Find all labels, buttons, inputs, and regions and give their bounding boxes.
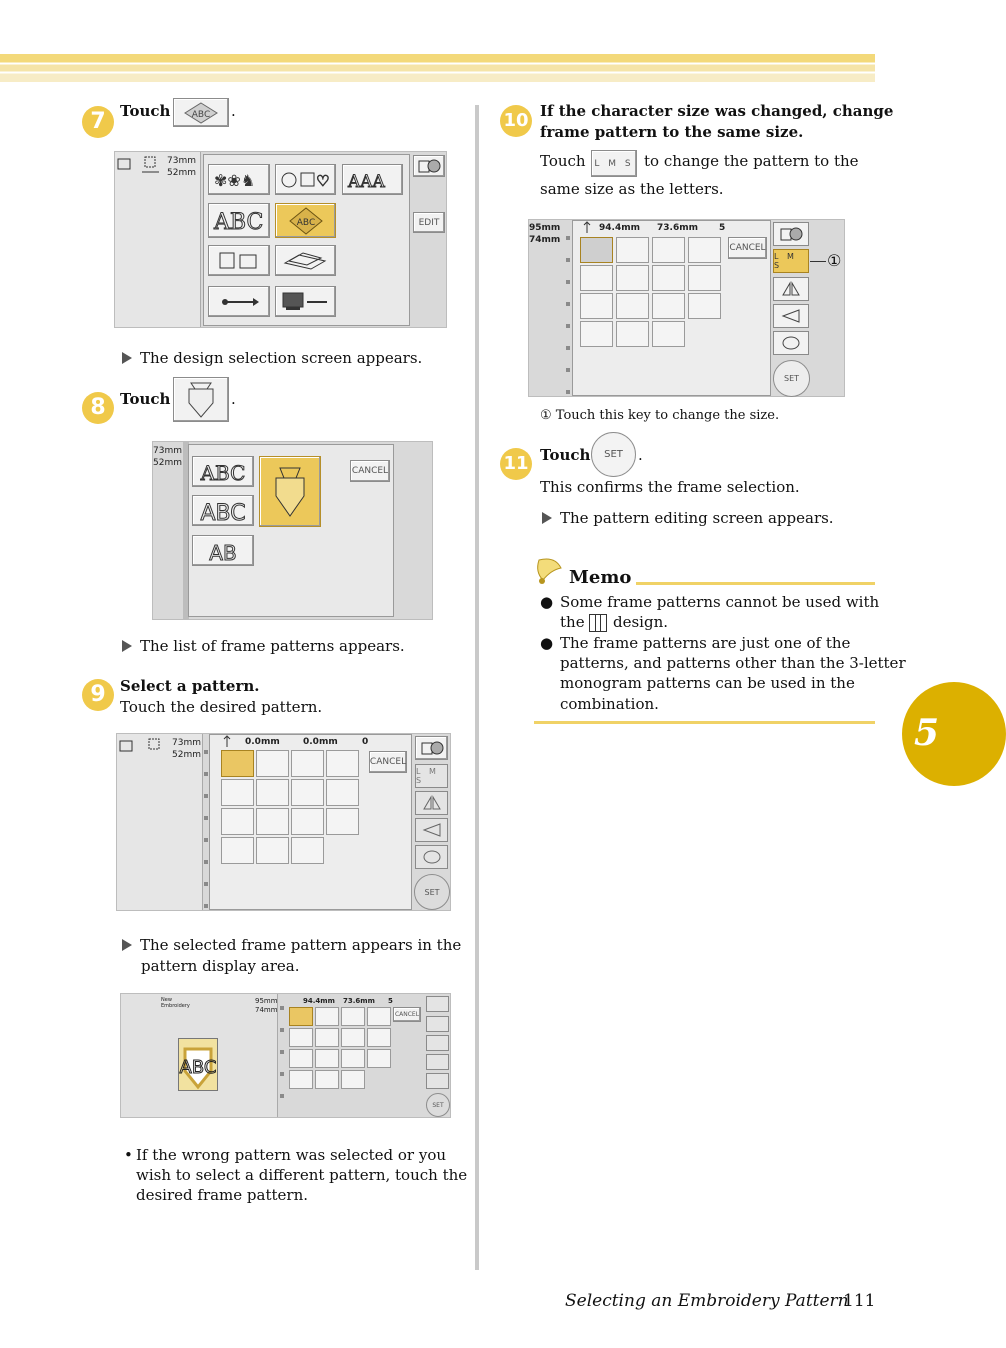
frame-preview (178, 1038, 218, 1091)
frame-cell[interactable] (289, 1049, 313, 1068)
frame-cell[interactable] (688, 265, 721, 291)
frame-cell[interactable] (256, 750, 289, 777)
rotate-button[interactable] (415, 818, 448, 842)
frame-cell[interactable] (367, 1049, 391, 1068)
period: . (638, 446, 643, 464)
frame-cell[interactable] (315, 1028, 339, 1047)
svg-text:ABC: ABC (214, 209, 264, 235)
frame-pattern-screen (116, 733, 451, 911)
mirror-icon (422, 795, 442, 811)
memo-bullet: ● (540, 634, 554, 652)
column-divider (475, 105, 479, 1270)
size-width: 73mm (167, 156, 196, 166)
frame-cell[interactable] (326, 750, 359, 777)
mini-width: 95mm (255, 997, 278, 1005)
frame-size-icon (119, 737, 169, 759)
shield-frame-selected[interactable] (259, 456, 321, 527)
pattern-category-button[interactable] (208, 164, 270, 195)
size-width: 95mm (529, 223, 561, 233)
frame-cell[interactable] (341, 1049, 365, 1068)
frame-cell[interactable] (688, 237, 721, 263)
help-button[interactable] (415, 736, 448, 760)
frame-cell[interactable] (256, 837, 289, 864)
size-height: 52mm (153, 458, 182, 468)
pattern-display-screen (120, 993, 451, 1118)
size-lms-button[interactable]: L M S (415, 764, 448, 788)
mini-count: 5 (388, 997, 393, 1005)
frame-cell[interactable] (341, 1007, 365, 1026)
step-number: 11 (500, 448, 532, 480)
cancel-button[interactable]: CANCEL (350, 460, 390, 482)
memo-bottom-rule (534, 721, 875, 724)
memo-bell-icon (533, 556, 565, 586)
set-button[interactable]: SET (591, 432, 636, 477)
rotate-icon (422, 822, 442, 838)
monogram-preview-icon (179, 1039, 217, 1090)
width-value: 0.0mm (303, 737, 338, 747)
step-touch-label: Touch (120, 390, 171, 408)
result-text: The selected frame pattern appears in the (122, 935, 461, 955)
frame-cell[interactable] (652, 321, 685, 347)
preview-icon (422, 849, 442, 865)
step-title-cont: frame pattern to the same size. (540, 123, 804, 141)
frame-cell[interactable] (221, 779, 254, 806)
memo-line: monogram patterns can be used in the (560, 674, 855, 692)
monogram-frame-button[interactable] (173, 98, 229, 127)
frame-size-icon (117, 155, 161, 177)
svg-text:♡: ♡ (315, 171, 329, 190)
size-lms-button-highlighted[interactable]: L M S (773, 249, 809, 273)
shield-icon (183, 381, 219, 419)
step-number: 10 (500, 105, 532, 137)
chapter-number: 5 (914, 712, 940, 754)
frame-cell[interactable] (291, 808, 324, 835)
step-touch-label: Touch (120, 102, 171, 120)
memo-line: combination. (560, 695, 659, 713)
size-height: 74mm (529, 235, 561, 245)
svg-text:AB: AB (209, 540, 237, 565)
svg-text:ABC: ABC (191, 109, 211, 120)
svg-text:ABC: ABC (179, 1057, 217, 1078)
frame-cell[interactable] (221, 837, 254, 864)
mini-width-value: 73.6mm (343, 997, 375, 1005)
shapes-category-button[interactable] (275, 164, 336, 195)
size-height: 52mm (172, 750, 201, 760)
monogram-abc-icon (200, 459, 246, 485)
memo-line: the (560, 613, 585, 631)
frame-cell[interactable] (580, 265, 613, 291)
step-number: 7 (82, 106, 114, 138)
step-touch-label: Touch (540, 152, 586, 170)
frame-cell[interactable] (256, 808, 289, 835)
memo-title-rule (636, 582, 875, 585)
set-button[interactable]: SET (773, 360, 810, 397)
frame-cell[interactable] (291, 750, 324, 777)
size-lms-button[interactable]: L M S (591, 150, 637, 177)
alphabet-button[interactable] (208, 203, 270, 238)
frame-cell[interactable] (291, 779, 324, 806)
usb-icon (219, 294, 259, 310)
page-number: 111 (843, 1291, 876, 1311)
mini-help-button[interactable] (426, 996, 449, 1012)
mirror-button[interactable] (415, 791, 448, 815)
callout-caption: ① Touch this key to change the size. (540, 408, 780, 423)
frame-cell[interactable] (616, 293, 649, 319)
monogram-diamond-icon (184, 102, 218, 124)
svg-text:ABC: ABC (296, 217, 315, 228)
computer-icon (279, 290, 333, 314)
header-band (0, 54, 875, 82)
monogram-abc-icon (200, 498, 246, 526)
color-count: 5 (719, 223, 726, 233)
frame-cell[interactable] (291, 837, 324, 864)
frame-cell[interactable] (341, 1070, 365, 1089)
frame-cell[interactable] (326, 779, 359, 806)
monogram-style-2[interactable] (192, 495, 254, 526)
step-body-cont: same size as the letters. (540, 180, 724, 198)
frame-cell[interactable] (289, 1028, 313, 1047)
frame-cell[interactable] (580, 321, 613, 347)
frame-cell[interactable] (315, 1007, 339, 1026)
monogram-style-1[interactable] (192, 456, 254, 487)
height-icon (221, 736, 233, 748)
svg-text:AAA: AAA (347, 171, 385, 192)
cancel-button[interactable]: CANCEL (369, 751, 407, 773)
monogram-frame-button-selected[interactable] (275, 203, 336, 238)
result-text: The pattern editing screen appears. (542, 508, 834, 528)
computer-usb-button[interactable] (275, 286, 336, 317)
period: . (231, 390, 236, 408)
frame-cell[interactable] (652, 293, 685, 319)
shapes-icon (279, 169, 333, 191)
frame-size-screen (528, 219, 845, 397)
frame-cell[interactable] (221, 750, 254, 777)
frame-cell[interactable] (256, 779, 289, 806)
cancel-button[interactable]: CANCEL (728, 237, 767, 259)
monogram-diamond-icon (289, 207, 323, 235)
edit-button[interactable]: EDIT (413, 212, 445, 233)
step-body: Touch the desired pattern. (120, 698, 323, 716)
frame-cell[interactable] (616, 321, 649, 347)
result-text: The design selection screen appears. (122, 348, 422, 368)
result-text: The list of frame patterns appears. (122, 636, 405, 656)
step-title: Select a pattern. (120, 677, 260, 695)
width-value: 73.6mm (657, 223, 698, 233)
frame-cell[interactable] (616, 237, 649, 263)
frame-cell[interactable] (580, 293, 613, 319)
callout-marker: ① (827, 251, 842, 270)
memo-title: Memo (569, 567, 632, 588)
height-value: 94.4mm (599, 223, 640, 233)
frame-cell[interactable] (652, 265, 685, 291)
letters-icon (346, 169, 400, 191)
memo-bullet: ● (540, 593, 554, 611)
frame-cell[interactable] (652, 237, 685, 263)
confirm-text: This confirms the frame selection. (540, 478, 800, 496)
frame-cell[interactable] (580, 237, 613, 263)
note-bullet: • (124, 1146, 133, 1164)
frame-cell[interactable] (367, 1028, 391, 1047)
usb-button[interactable] (208, 286, 270, 317)
note-line: desired frame pattern. (136, 1186, 309, 1204)
view-button[interactable] (773, 331, 809, 355)
callout-line (810, 261, 826, 262)
step-title: If the character size was changed, change (540, 102, 894, 120)
frame-cell[interactable] (616, 265, 649, 291)
step-number: 8 (82, 392, 114, 424)
mini-set-button[interactable]: SET (426, 1093, 450, 1117)
mini-mirror-button[interactable] (426, 1035, 449, 1051)
shield-icon (268, 464, 312, 520)
help-icon (420, 740, 444, 756)
color-count: 0 (362, 737, 369, 747)
frame-cell[interactable] (315, 1049, 339, 1068)
butterfly-icon (212, 169, 266, 191)
footer-title: Selecting an Embroidery Pattern (565, 1291, 849, 1311)
mini-height-value: 94.4mm (303, 997, 335, 1005)
rotate-icon (781, 308, 801, 324)
result-text-cont: pattern display area. (141, 957, 300, 975)
mini-new-embroidery: New Embroidery (161, 997, 190, 1009)
mini-rotate-button[interactable] (426, 1054, 449, 1070)
sewing-machine-icon (212, 249, 266, 273)
design-selection-screen (114, 151, 447, 328)
monogram-ab-icon (203, 538, 243, 564)
svg-text:ABC: ABC (200, 460, 246, 485)
three-column-icon (589, 614, 607, 632)
mini-height: 74mm (255, 1006, 278, 1014)
size-width: 73mm (172, 738, 201, 748)
letters-category-button[interactable] (342, 164, 403, 195)
memory-icon (279, 249, 333, 273)
mirror-button[interactable] (773, 277, 809, 301)
help-button[interactable] (413, 155, 445, 177)
memo-line: The frame patterns are just one of the (560, 634, 851, 652)
help-button[interactable] (773, 222, 809, 246)
step-number: 9 (82, 679, 114, 711)
note-line: If the wrong pattern was selected or you (136, 1146, 447, 1164)
mini-view-button[interactable] (426, 1073, 449, 1089)
set-button[interactable]: SET (414, 874, 450, 910)
sewing-button[interactable] (208, 245, 270, 276)
frame-cell[interactable] (221, 808, 254, 835)
mini-cancel-button[interactable]: CANCEL (393, 1007, 421, 1022)
memo-line: patterns, and patterns other than the 3-letter (560, 654, 906, 672)
abc-icon (212, 207, 266, 235)
note-line: wish to select a different pattern, touch the (136, 1166, 468, 1184)
svg-text:✾❀♞: ✾❀♞ (214, 170, 256, 190)
frame-cell[interactable] (289, 1007, 313, 1026)
saved-designs-button[interactable] (275, 245, 336, 276)
frame-cell[interactable] (326, 808, 359, 835)
frame-cell[interactable] (367, 1007, 391, 1026)
shield-frame-button[interactable] (173, 377, 229, 422)
size-height: 52mm (167, 168, 196, 178)
step-body: to change the pattern to the (644, 152, 859, 170)
height-value: 0.0mm (245, 737, 280, 747)
rotate-button[interactable] (773, 304, 809, 328)
frame-cell[interactable] (688, 293, 721, 319)
memo-line: Some frame patterns cannot be used with (560, 593, 880, 611)
step-touch-label: Touch (540, 446, 591, 464)
memo-line: design. (613, 613, 669, 631)
monogram-style-3[interactable] (192, 535, 254, 566)
period: . (231, 102, 236, 120)
frame-cell[interactable] (341, 1028, 365, 1047)
height-icon (581, 222, 593, 234)
size-width: 73mm (153, 446, 182, 456)
frame-list-screen (152, 441, 433, 620)
frame-cell[interactable] (289, 1070, 313, 1089)
help-icon (417, 158, 441, 174)
view-button[interactable] (415, 845, 448, 869)
mini-lms-button[interactable] (426, 1016, 449, 1032)
preview-icon (781, 335, 801, 351)
help-icon (779, 226, 803, 242)
svg-text:ABC: ABC (200, 500, 246, 526)
frame-cell[interactable] (315, 1070, 339, 1089)
mirror-icon (781, 281, 801, 297)
